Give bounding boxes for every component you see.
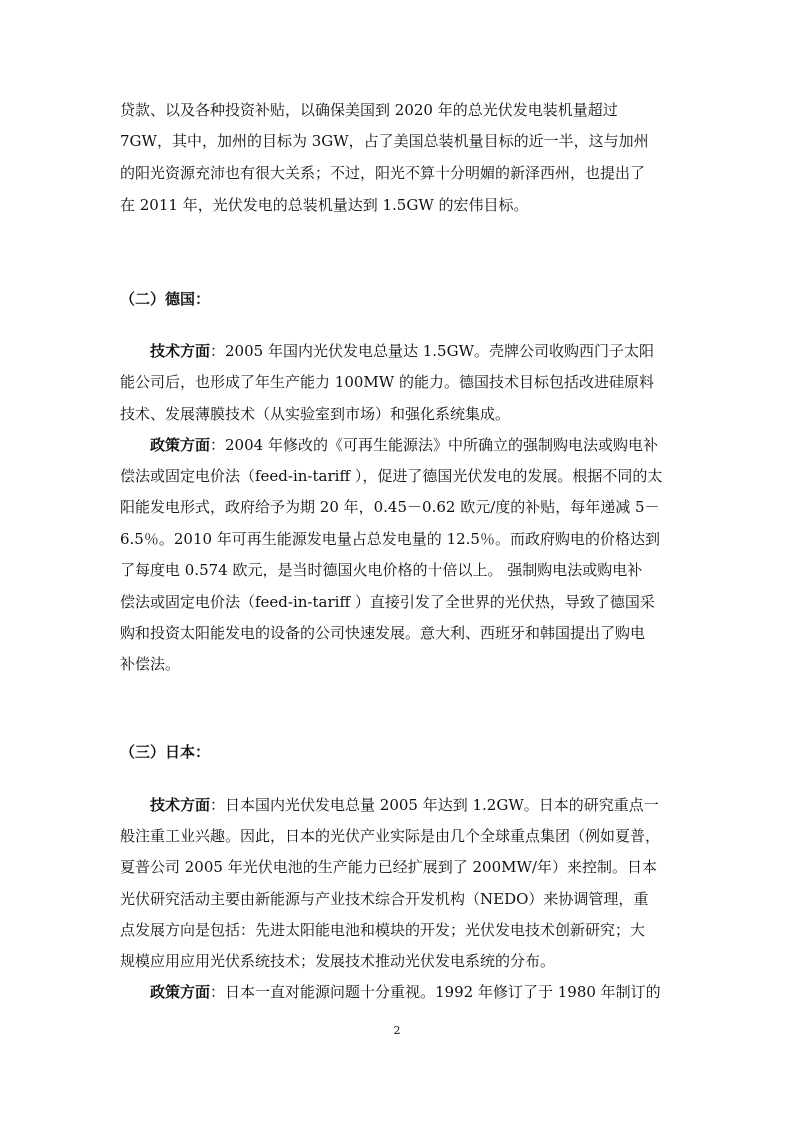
paragraph-line: 补偿法。 (120, 655, 181, 673)
lead-label: 政策方面 (150, 983, 211, 1001)
paragraph-line: 购和投资太阳能发电的设备的公司快速发展。意大利、西班牙和韩国提出了购电 (120, 624, 646, 642)
paragraph-line: 规模应用应用光伏系统技术；发展技术推动光伏发电系统的分布。 (120, 952, 556, 970)
paragraph-text: ：日本国内光伏发电总量 2005 年达到 1.2GW。日本的研究重点一 (210, 796, 659, 814)
paragraph-line: 偿法或固定电价法（feed-in-tariff ）直接引发了全世界的光伏热，导致了德国采 (120, 593, 655, 611)
paragraph-text: ：2005 年国内光伏发电总量达 1.5GW。壳牌公司收购西门子太阳 (210, 342, 654, 360)
paragraph-line: 阳能发电形式，政府给予为期 20 年，0.45－0.62 欧元/度的补贴，每年递减 5－ (120, 498, 660, 516)
lead-label: 技术方面 (150, 796, 211, 814)
paragraph-line (150, 795, 680, 815)
paragraph-line: 能公司后，也形成了年生产能力 100MW 的能力。德国技术目标包括改进硅原料 (120, 373, 654, 391)
paragraph-line: 贷款、以及各种投资补贴，以确保美国到 2020 年的总光伏发电装机量超过 (120, 101, 618, 119)
paragraph-line: 技术、发展薄膜技术（从实验室到市场）和强化系统集成。 (120, 405, 511, 423)
paragraph-line: 光伏研究活动主要由新能源与产业技术综合开发机构（NEDO）来协调管理，重 (120, 890, 649, 908)
section-title-germany: （二）德国： (120, 290, 211, 308)
lead-label: 技术方面 (150, 342, 211, 360)
section-title-japan: （三）日本： (120, 743, 211, 761)
paragraph-text: ：日本一直对能源问题十分重视。1992 年修订了于 1980 年制订的 (210, 983, 661, 1001)
paragraph-line: 了每度电 0.574 欧元，是当时德国火电价格的十倍以上。 强制购电法或购电补 (120, 561, 643, 579)
paragraph-line: 在 2011 年，光伏发电的总装机量达到 1.5GW 的宏伟目标。 (120, 196, 529, 214)
page-number: 2 (393, 1024, 401, 1037)
paragraph-text: ：2004 年修改的《可再生能源法》中所确立的强制购电法或购电补 (210, 436, 658, 454)
paragraph-line: 偿法或固定电价法（feed-in-tariff ），促进了德国光伏发电的发展。根据不同的太 (120, 467, 663, 485)
paragraph-line: 的阳光资源充沛也有很大关系；不过，阳光不算十分明媚的新泽西州，也提出了 (120, 164, 646, 182)
paragraph-line (150, 435, 680, 455)
paragraph-line: 7GW，其中，加州的目标为 3GW，占了美国总装机量目标的近一半，这与加州 (120, 132, 649, 150)
paragraph-line: 点发展方向是包括：先进太阳能电池和模块的开发；光伏发电技术创新研究；大 (120, 921, 646, 939)
paragraph-line: 夏普公司 2005 年光伏电池的生产能力已经扩展到了 200MW/年）来控制。日本 (120, 858, 657, 876)
paragraph-line (150, 982, 680, 1002)
paragraph-line: 般注重工业兴趣。因此，日本的光伏产业实际是由几个全球重点集团（例如夏普， (120, 827, 661, 845)
lead-label: 政策方面 (150, 436, 211, 454)
paragraph-line (150, 341, 680, 361)
paragraph-line: 6.5％。2010 年可再生能源发电量占总发电量的 12.5％。而政府购电的价格达到 (120, 530, 660, 548)
